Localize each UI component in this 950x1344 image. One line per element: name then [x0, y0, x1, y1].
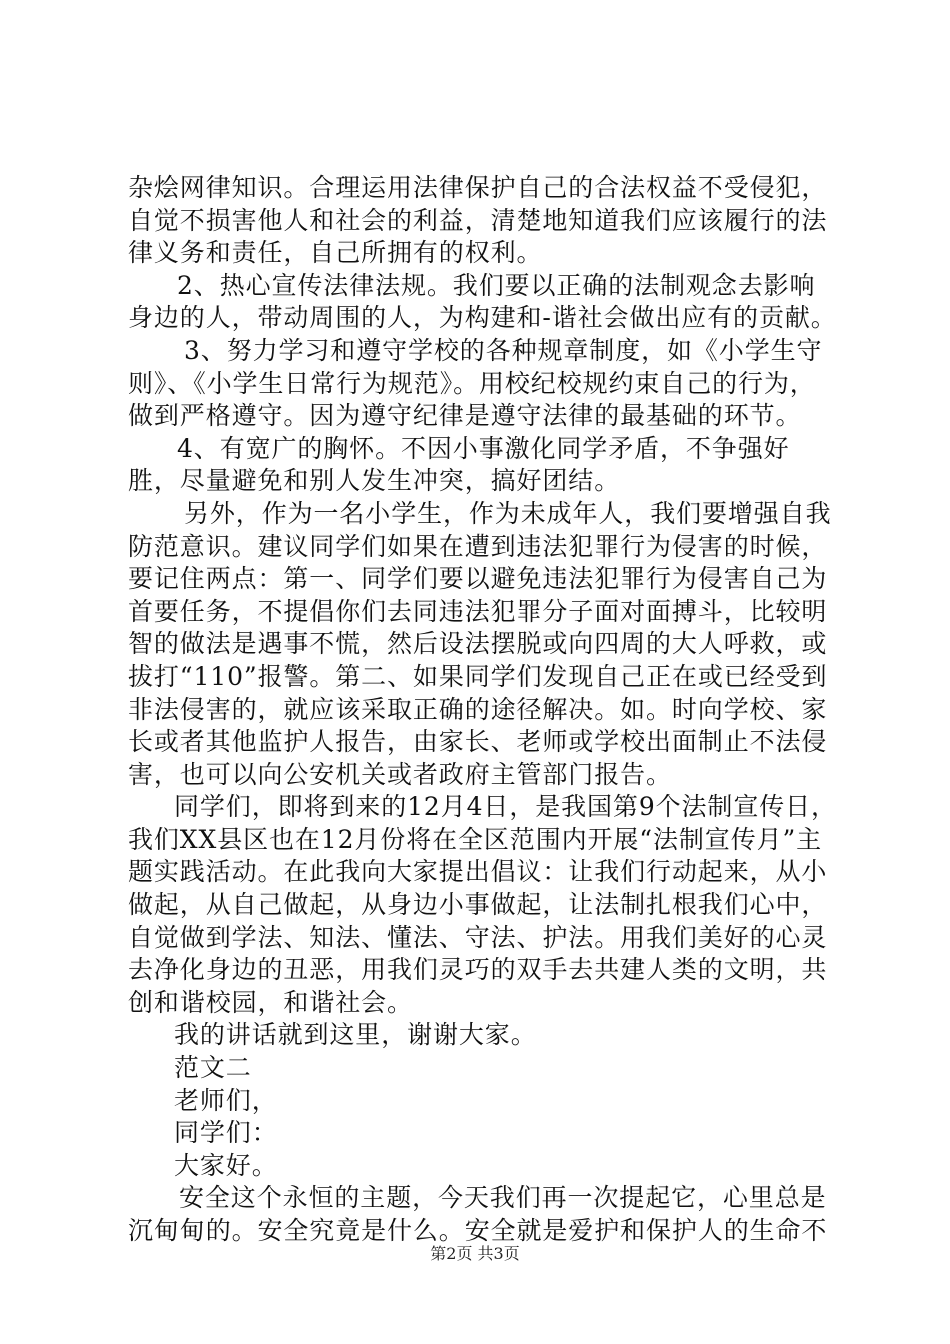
paragraph-item-3: 3、努力学习和遵守学校的各种规章制度，如《小学生守则》、《小学生日常行为规范》。用校纪校规约束自己的行为，做到严格遵守。因为遵守纪律是遵守法律的最基础的环节。	[128, 335, 823, 431]
paragraph-item-2: 2、热心宣传法律法规。我们要以正确的法制观念去影响身边的人，带动周围的人，为构建和-谐社会做出应有的贡献。	[128, 270, 837, 333]
paragraph-closing: 我的讲话就到这里，谢谢大家。	[174, 1020, 537, 1050]
section-heading-sample-two: 范文二	[174, 1053, 252, 1083]
paragraph-item-4: 4、有宽广的胸怀。不因小事激化同学矛盾，不争强好胜，尽量避免和别人发生冲突，搞好团结。	[128, 433, 790, 496]
page-number-footer: 第2页 共3页	[430, 1244, 520, 1263]
greeting-students: 同学们：	[174, 1118, 278, 1148]
document-body	[128, 172, 840, 1248]
paragraph-self-protection: 另外，作为一名小学生，作为未成年人，我们要增强自我防范意识。建议同学们如果在遭到违法犯罪行为侵害的时候，要记住两点：第一、同学们要以避免违法犯罪行为侵害自己为首要任务，不提倡你们去同违法犯罪分子面对面搏斗，比较明智的做法是遇事不慌，然后设法摆脱或向四周的大人呼救，或拔打“110”报警。第二、如果同学们发现自己正在或已经受到非法侵害的，就应该采取正确的途径解决。如。时向学校、家长或者其他监护人报告，由家长、老师或学校出面制止不法侵害，也可以向公安机关或者政府主管部门报告。	[128, 498, 832, 789]
greeting-everyone: 大家好。	[174, 1150, 278, 1180]
greeting-teachers: 老师们，	[174, 1085, 278, 1115]
paragraph-continuation: 杂烩网律知识。合理运用法律保护自己的合法权益不受侵犯，自觉不损害他人和社会的利益，清楚地知道我们应该履行的法律义务和责任，自己所拥有的权利。	[128, 173, 828, 268]
paragraph-safety: 安全这个永恒的主题，今天我们再一次提起它，心里总是沉甸甸的。安全究竟是什么。安全就是爱护和保护人的生命不	[128, 1183, 828, 1245]
paragraph-proposal: 同学们，即将到来的12月4日，是我国第9个法制宣传日，我们XX县区也在12月份将在全区范围内开展“法制宣传月”主题实践活动。在此我向大家提出倡议：让我们行动起来，从小做起，从自己做起，从身边小事做起，让法制扎根我们心中，自觉做到学法、知法、懂法、守法、护法。用我们美好的心灵去净化身边的丑恶，用我们灵巧的双手去共建人类的文明，共创和谐校园，和谐社会。	[128, 792, 837, 1017]
